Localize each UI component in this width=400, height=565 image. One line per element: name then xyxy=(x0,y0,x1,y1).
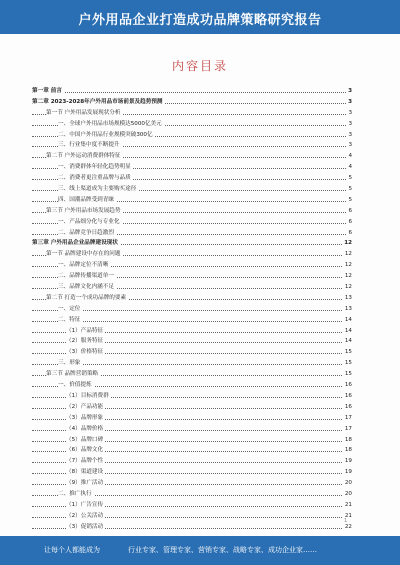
toc-entry[interactable] xyxy=(32,195,352,206)
toc-entry-page: 16 xyxy=(343,391,352,402)
toc-entry[interactable] xyxy=(32,326,352,337)
toc-entry-page: 6 xyxy=(346,228,352,239)
toc-entry-page: 18 xyxy=(343,445,352,456)
toc-entry-label: 四、国潮品牌受到青睐 xyxy=(58,195,116,206)
toc-entry[interactable] xyxy=(32,162,352,173)
toc-entry-page: 17 xyxy=(343,413,352,424)
toc-entry-label: 一、消费群体年轻化趋势明显 xyxy=(58,162,133,173)
toc-entry-page: 21 xyxy=(343,511,352,522)
toc-entry-label: （1）产品特征 xyxy=(66,326,105,337)
toc-entry-page: 15 xyxy=(343,369,352,380)
toc-entry[interactable] xyxy=(32,347,352,358)
toc-entry-label: 第二节 户外运动消费群体特征 xyxy=(46,151,123,162)
page-number: 1 xyxy=(344,518,348,524)
toc-entry-label: 第二章 2023-2028年户外用品市场前景及趋势预测 xyxy=(32,97,165,108)
toc-entry-label: 二、特征 xyxy=(58,315,82,326)
toc-entry-label: 一、产品细分化与专业化 xyxy=(58,217,122,228)
toc-entry-page: 20 xyxy=(343,478,352,489)
toc-entry[interactable] xyxy=(32,500,352,511)
toc-entry-page: 5 xyxy=(346,195,352,206)
toc-title: 内容目录 xyxy=(171,59,228,73)
footer-slogan-left: 让每个人都能成为 xyxy=(44,546,100,554)
toc-entry-page: 3 xyxy=(346,130,352,141)
toc-entry[interactable] xyxy=(32,86,352,97)
toc-entry[interactable] xyxy=(32,119,352,130)
toc-entry-label: 第一节 户外用品发展现状分析 xyxy=(46,108,123,119)
toc-entry[interactable] xyxy=(32,402,352,413)
toc-entry[interactable] xyxy=(32,467,352,478)
toc-entry-page: 15 xyxy=(343,358,352,369)
toc-entry-label: （2）公关活动 xyxy=(66,511,105,522)
toc-entry-label: 三、形象 xyxy=(58,358,82,369)
toc-entry[interactable] xyxy=(32,184,352,195)
toc-entry-label: 三、品牌文化内涵不足 xyxy=(58,282,116,293)
toc-entry-page: 12 xyxy=(343,249,352,260)
toc-entry-page: 13 xyxy=(343,304,352,315)
toc-entry-label: （3）促销活动 xyxy=(66,522,105,533)
toc-entry-page: 3 xyxy=(346,140,352,151)
toc-entry-label: （9）推广活动 xyxy=(66,478,105,489)
toc-entry[interactable] xyxy=(32,130,352,141)
toc-entry-label: （2）服务特征 xyxy=(66,336,105,347)
toc-entry-label: （3）品牌形象 xyxy=(66,413,105,424)
toc-entry-label: 二、品牌竞争日趋激烈 xyxy=(58,228,116,239)
toc-entry[interactable] xyxy=(32,238,352,249)
toc-entry-page: 12 xyxy=(343,282,352,293)
toc-entry[interactable] xyxy=(32,478,352,489)
toc-entry-page: 4 xyxy=(346,162,352,173)
toc-entry-label: 第一节 品牌建设中存在的问题 xyxy=(46,249,123,260)
toc-entry-label: 二、中国户外用品行业规模突破300亿 xyxy=(58,130,155,141)
toc-entry-label: （4）品牌价格 xyxy=(66,424,105,435)
toc-entry-label: 二、品牌传播渠道单一 xyxy=(58,271,116,282)
toc-leader-dots xyxy=(32,92,352,93)
toc-entry-page: 19 xyxy=(343,456,352,467)
toc-entry[interactable] xyxy=(32,140,352,151)
toc-entry[interactable] xyxy=(32,391,352,402)
toc-entry-page: 6 xyxy=(346,217,352,228)
toc-entry-label: （1）广告宣传 xyxy=(66,500,105,511)
toc-entry[interactable] xyxy=(32,456,352,467)
toc-entry-page: 3 xyxy=(346,108,352,119)
toc-entry[interactable] xyxy=(32,282,352,293)
toc-entry-page: 21 xyxy=(343,500,352,511)
toc-entry-page: 14 xyxy=(343,315,352,326)
toc-entry-label: 一、全球户外用品市场规模达5000亿美元 xyxy=(58,119,164,130)
toc-entry-label: 第三节 品牌营销策略 xyxy=(46,369,100,380)
toc-entry-label: 三、行业集中度不断提升 xyxy=(58,140,122,151)
toc-entry-page: 12 xyxy=(343,271,352,282)
toc-entry-label: （2）产品功能 xyxy=(66,402,105,413)
toc-entry-label: 二、消费者更注重品牌与品质 xyxy=(58,173,133,184)
toc-entry[interactable] xyxy=(32,206,352,217)
toc-entry-page: 18 xyxy=(343,435,352,446)
toc-entry[interactable] xyxy=(32,445,352,456)
toc-entry-label: 三、线上渠道成为主要购买途径 xyxy=(58,184,138,195)
toc-entry-page: 14 xyxy=(343,326,352,337)
toc-entry[interactable] xyxy=(32,380,352,391)
toc-entry-label: 第三章 户外用品企业品牌建设现状 xyxy=(32,238,120,249)
toc-entry-page: 15 xyxy=(343,347,352,358)
toc-entry-page: 12 xyxy=(343,260,352,271)
toc-entry[interactable] xyxy=(32,293,352,304)
toc-entry-label: 一、定位 xyxy=(58,304,82,315)
toc-entry-page: 16 xyxy=(343,380,352,391)
toc-entry-page: 6 xyxy=(346,206,352,217)
toc-entry[interactable] xyxy=(32,217,352,228)
toc-entry[interactable] xyxy=(32,304,352,315)
toc-entry-label: （5）品牌口碑 xyxy=(66,435,105,446)
toc-entry[interactable] xyxy=(32,260,352,271)
toc-entry[interactable] xyxy=(32,413,352,424)
toc-entry-label: （1）目标消费群 xyxy=(66,391,111,402)
toc-entry-page: 16 xyxy=(343,402,352,413)
toc-entry-page: 5 xyxy=(346,173,352,184)
toc-entry-label: 一、价值提炼 xyxy=(58,380,94,391)
toc-entry-page: 3 xyxy=(346,97,352,108)
toc-entry-page: 3 xyxy=(346,119,352,130)
toc-entry-label: 第三节 户外用品市场发展趋势 xyxy=(46,206,123,217)
toc-entry-page: 19 xyxy=(343,467,352,478)
toc-entry-label: （6）品牌文化 xyxy=(66,445,105,456)
toc-entry[interactable] xyxy=(32,511,352,522)
toc-entry[interactable] xyxy=(32,151,352,162)
toc-entry[interactable] xyxy=(32,358,352,369)
toc-entry[interactable] xyxy=(32,489,352,500)
toc-entry-label: （3）价格特征 xyxy=(66,347,105,358)
toc-entry-label: （7）品牌个性 xyxy=(66,456,105,467)
toc-entry[interactable] xyxy=(32,315,352,326)
toc-entry[interactable] xyxy=(32,271,352,282)
toc-entry-label: 第二节 打造一个成功品牌的要素 xyxy=(46,293,128,304)
toc-entry-page: 14 xyxy=(343,336,352,347)
toc-entry-page: 22 xyxy=(343,522,352,533)
toc-entry-page: 20 xyxy=(343,489,352,500)
toc-entry-page: 13 xyxy=(343,293,352,304)
report-title: 户外用品企业打造成功品牌策略研究报告 xyxy=(78,13,322,28)
toc-entry-page: 12 xyxy=(342,238,352,249)
toc-entry-page: 5 xyxy=(346,184,352,195)
toc-entry-page: 3 xyxy=(346,86,352,97)
toc-entry[interactable] xyxy=(32,336,352,347)
toc-entry[interactable] xyxy=(32,228,352,239)
toc-entry[interactable] xyxy=(32,424,352,435)
toc-entry-label: 二、推广执行 xyxy=(58,489,94,500)
toc-entry-label: 一、品牌定位不清晰 xyxy=(58,260,110,271)
toc-entry-label: 第一章 前言 xyxy=(32,86,64,97)
toc-entry-label: （8）渠道建设 xyxy=(66,467,105,478)
toc-entry[interactable] xyxy=(32,369,352,380)
table-of-contents xyxy=(32,86,352,533)
toc-entry[interactable] xyxy=(32,173,352,184)
toc-entry-page: 17 xyxy=(343,424,352,435)
toc-entry[interactable] xyxy=(32,435,352,446)
toc-entry[interactable] xyxy=(32,249,352,260)
toc-entry[interactable] xyxy=(32,108,352,119)
toc-entry[interactable] xyxy=(32,522,352,533)
toc-entry-page: 4 xyxy=(346,151,352,162)
footer-slogan-right: 行业专家、管理专家、营销专家、战略专家、成功企业家…… xyxy=(128,546,317,554)
toc-entry[interactable] xyxy=(32,97,352,108)
